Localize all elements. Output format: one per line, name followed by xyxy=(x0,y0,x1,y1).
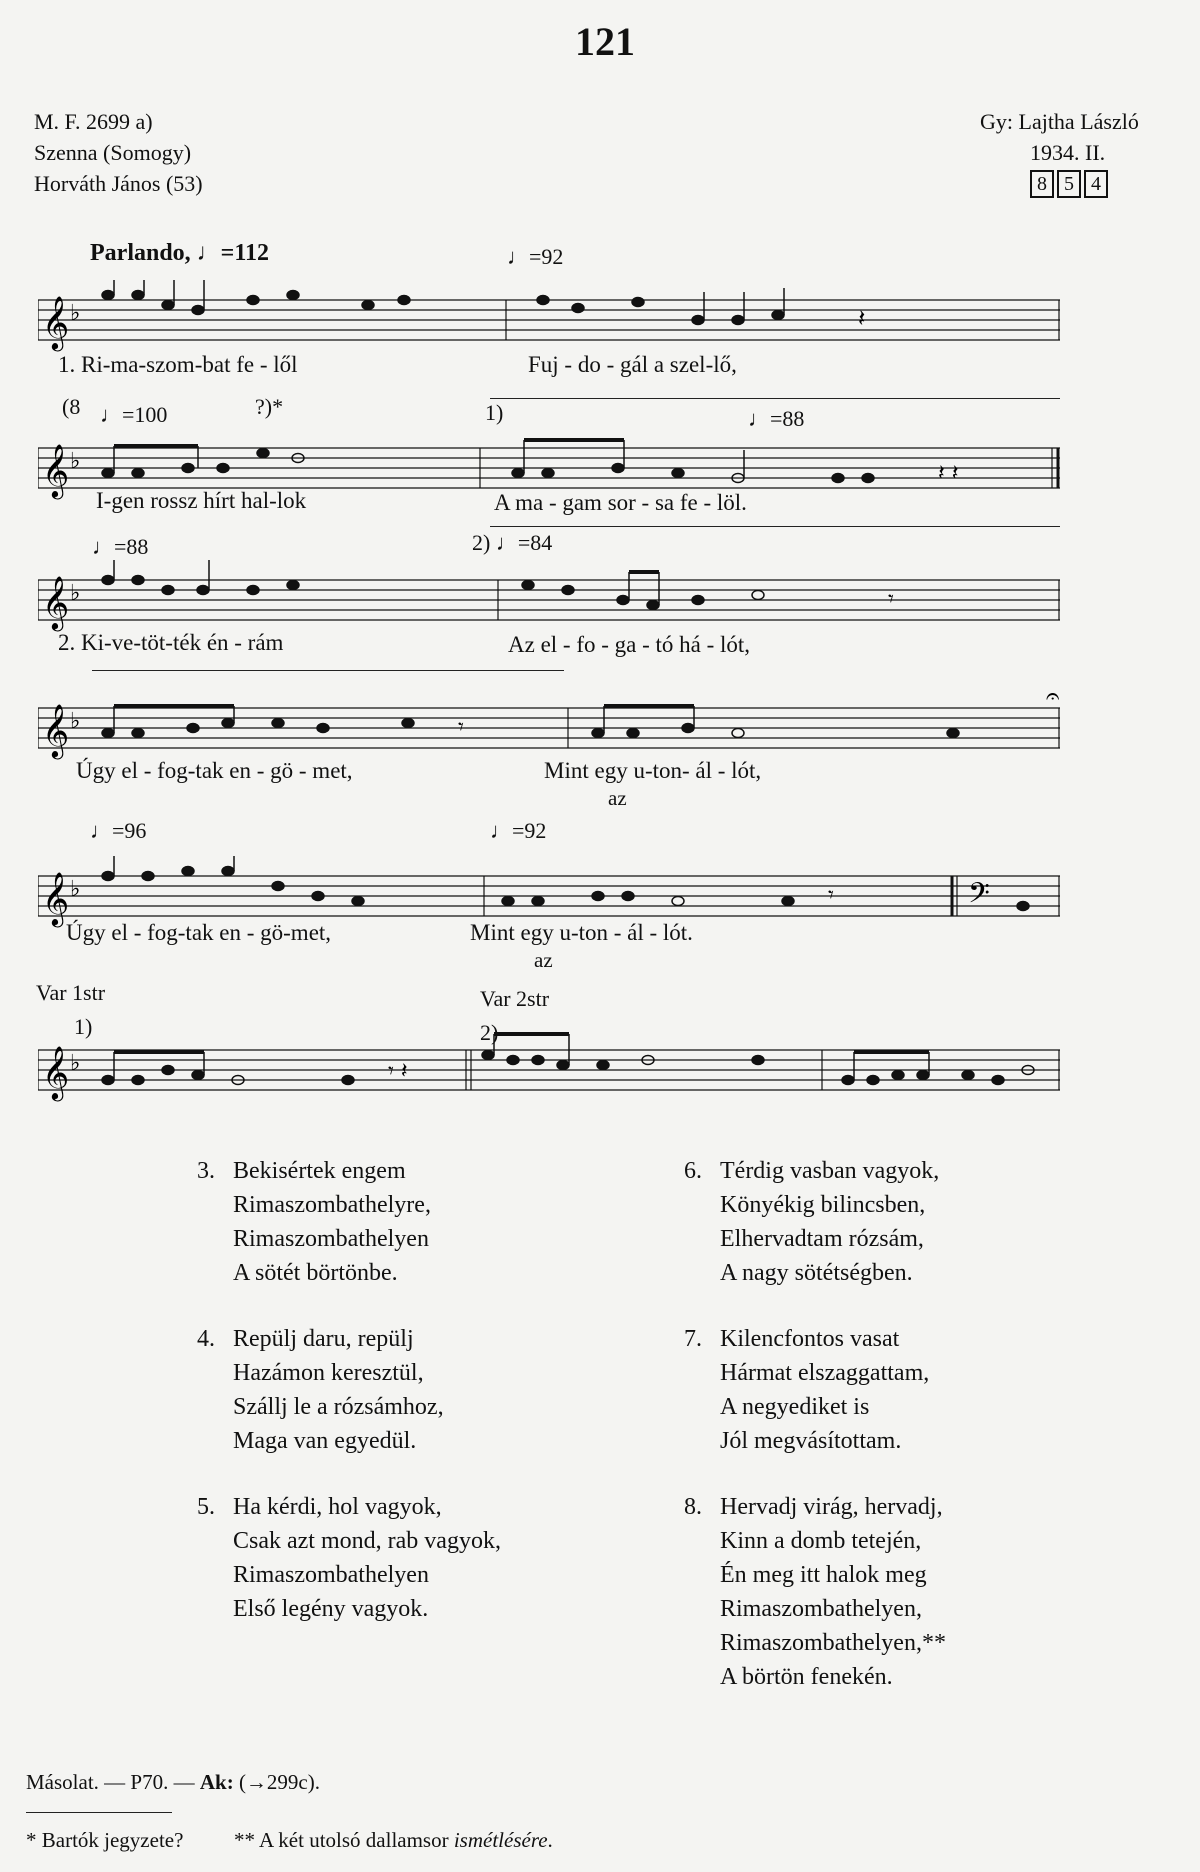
treble-clef-icon: 𝄞 xyxy=(42,295,70,349)
stanza-line: Első legény vagyok. xyxy=(233,1596,429,1622)
lyric-line: Mint egy u-ton - ál - lót. xyxy=(470,920,693,945)
stanza-line: Bekisértek engem xyxy=(233,1158,406,1184)
collector: Gy: Lajtha László xyxy=(980,109,1139,134)
variant-number: 1) xyxy=(74,1014,93,1039)
treble-clef-icon: 𝄞 xyxy=(42,575,70,629)
lyric-variant: az xyxy=(534,948,553,972)
divider xyxy=(490,526,1060,527)
variant-number: 1) xyxy=(485,400,504,425)
rest-icon: 𝄾 xyxy=(458,715,464,740)
footnote-2-end: . xyxy=(547,1828,553,1852)
collector-info xyxy=(980,106,1139,198)
rest-icon: 𝄾 𝄽 xyxy=(388,1059,408,1084)
tempo-marking: ♩=88 xyxy=(748,406,805,431)
treble-clef-icon: 𝄞 xyxy=(42,1045,70,1099)
footnote-2-emphasis: ismétlésére xyxy=(453,1828,548,1852)
stanza-line: Hervadj virág, hervadj, xyxy=(720,1494,943,1520)
footnote-2: ** A két utolsó dallamsor xyxy=(233,1828,454,1852)
lyric-variant: az xyxy=(608,786,627,810)
page-number: 121 xyxy=(575,19,635,64)
stanza-line: Elhervadtam rózsám, xyxy=(720,1226,924,1252)
stanza-line: A negyediket is xyxy=(720,1394,870,1420)
tempo-marking: ♩=92 xyxy=(490,818,547,843)
stanza-line: Jól megvásítottam. xyxy=(720,1428,902,1454)
stanza-line: Szállj le a rózsámhoz, xyxy=(233,1394,444,1420)
stanza-number: 4. xyxy=(197,1326,215,1352)
structure-boxes xyxy=(980,170,1139,198)
lyric-line: Fuj - do - gál a szel-lő, xyxy=(528,352,737,377)
stanza-line: A börtön fenekén. xyxy=(720,1664,893,1690)
lyric-line: 2. Ki-ve-töt-ték én - rám xyxy=(58,630,284,655)
staff-1 xyxy=(38,280,1060,360)
flat-icon: ♭ xyxy=(70,1051,81,1076)
footnotes xyxy=(26,1828,1176,1853)
octave-marking: (8 xyxy=(62,394,81,419)
location: Szenna (Somogy) xyxy=(34,140,192,165)
lyric-line: Az el - fo - ga - tó há - lót, xyxy=(508,632,751,657)
staff-4 xyxy=(38,688,1060,768)
source-info xyxy=(34,106,203,199)
stanza-4 xyxy=(197,1322,444,1458)
tempo-marking: Parlando, ♩=112 xyxy=(90,240,270,266)
stanza-number: 5. xyxy=(197,1494,215,1520)
stanza-line: Könyékig bilincsben, xyxy=(720,1192,926,1218)
lyric-line: A ma - gam sor - sa fe - löl. xyxy=(494,490,747,515)
stanza-line: Rimaszombathelyen xyxy=(233,1226,429,1252)
lyric-line: Úgy el - fog-tak en - gö-met, xyxy=(66,920,332,945)
fermata-icon: 𝄐 xyxy=(1046,688,1060,710)
date: 1934. II. xyxy=(1030,140,1106,165)
flat-icon: ♭ xyxy=(70,449,81,474)
stanza-6 xyxy=(684,1154,940,1290)
treble-clef-icon: 𝄞 xyxy=(42,443,70,497)
footnote-divider xyxy=(26,1812,172,1813)
flat-icon: ♭ xyxy=(70,877,81,902)
lyric-line: 1. Ri-ma-szom-bat fe - lől xyxy=(58,352,298,377)
stanza-line: Rimaszombathelyen, xyxy=(720,1596,922,1622)
tempo-marking: ♩=92 xyxy=(507,244,564,269)
stanza-line: Kinn a domb tetején, xyxy=(720,1528,922,1554)
treble-clef-icon: 𝄞 xyxy=(42,703,70,757)
stanza-line: Repülj daru, repülj xyxy=(233,1326,414,1352)
stanza-line: Rimaszombathelyre, xyxy=(233,1192,431,1218)
staff-1-svg xyxy=(38,280,1060,360)
stanza-line: Rimaszombathelyen,** xyxy=(720,1630,946,1656)
source-ak-label: Ak: xyxy=(199,1770,234,1794)
stanza-line: A nagy sötétségben. xyxy=(720,1260,913,1286)
flat-icon: ♭ xyxy=(70,301,81,326)
rest-icon: 𝄽 𝄽 xyxy=(938,461,959,486)
rest-icon: 𝄽 xyxy=(858,304,866,332)
stanza-line: Rimaszombathelyen xyxy=(233,1562,429,1588)
stanza-8 xyxy=(684,1490,946,1694)
tempo-marking: ♩=96 xyxy=(90,818,147,843)
variant-number: 2) xyxy=(480,1020,499,1045)
octave-end-marking: ?)* xyxy=(255,394,284,419)
flat-icon: ♭ xyxy=(70,581,81,606)
stanza-line: Ha kérdi, hol vagyok, xyxy=(233,1494,442,1520)
variant-label: Var 2str xyxy=(480,986,550,1011)
tempo-marking: ♩=100 xyxy=(100,402,168,427)
source-ref: (→299c). xyxy=(233,1770,320,1794)
source-copy: Másolat. — P70. — xyxy=(26,1770,200,1794)
lyric-line: Mint egy u-ton- ál - lót, xyxy=(544,758,762,783)
stanza-number: 8. xyxy=(684,1494,702,1520)
stanza-7 xyxy=(684,1322,930,1458)
stanza-line: Hazámon keresztül, xyxy=(233,1360,424,1386)
stanza-line: Én meg itt halok meg xyxy=(720,1562,927,1588)
stanza-5 xyxy=(197,1490,501,1626)
bass-clef-icon: 𝄢 xyxy=(968,877,990,917)
structure-box: 4 xyxy=(1084,170,1108,198)
stanza-line: Térdig vasban vagyok, xyxy=(720,1158,940,1184)
stanza-line: Maga van egyedül. xyxy=(233,1428,417,1454)
stanza-line: Csak azt mond, rab vagyok, xyxy=(233,1528,501,1554)
tempo-marking: ♩=88 xyxy=(92,534,149,559)
stanza-number: 6. xyxy=(684,1158,702,1184)
rest-icon: 𝄾 xyxy=(828,883,834,908)
lyric-line: Úgy el - fog-tak en - gö - met, xyxy=(76,758,353,783)
tempo-marking: 2) ♩=84 xyxy=(472,530,553,555)
footnote-1: * Bartók jegyzete? xyxy=(26,1828,184,1852)
divider xyxy=(92,670,564,671)
source-note xyxy=(26,1770,320,1795)
treble-clef-icon: 𝄞 xyxy=(42,871,70,925)
stanza-3 xyxy=(197,1154,431,1290)
staff-4-svg xyxy=(38,688,1060,768)
structure-box: 8 xyxy=(1030,170,1054,198)
staff-variants-svg xyxy=(38,1030,1060,1110)
structure-box: 5 xyxy=(1057,170,1081,198)
stanza-line: Kilencfontos vasat xyxy=(720,1326,900,1352)
staff-3 xyxy=(38,560,1060,640)
stanza-line: Hármat elszaggattam, xyxy=(720,1360,930,1386)
variant-label: Var 1str xyxy=(36,980,106,1005)
divider xyxy=(490,398,1060,399)
stanza-number: 3. xyxy=(197,1158,215,1184)
stanza-number: 7. xyxy=(684,1326,702,1352)
stanza-line: A sötét börtönbe. xyxy=(233,1260,398,1286)
rest-icon: 𝄾 xyxy=(888,587,894,612)
lyric-line: I-gen rossz hírt hal-lok xyxy=(96,488,307,513)
performer: Horváth János (53) xyxy=(34,171,203,196)
staff-variants xyxy=(38,1030,1060,1110)
staff-3-svg xyxy=(38,560,1060,640)
collection-number: M. F. 2699 a) xyxy=(34,109,153,134)
flat-icon: ♭ xyxy=(70,709,81,734)
